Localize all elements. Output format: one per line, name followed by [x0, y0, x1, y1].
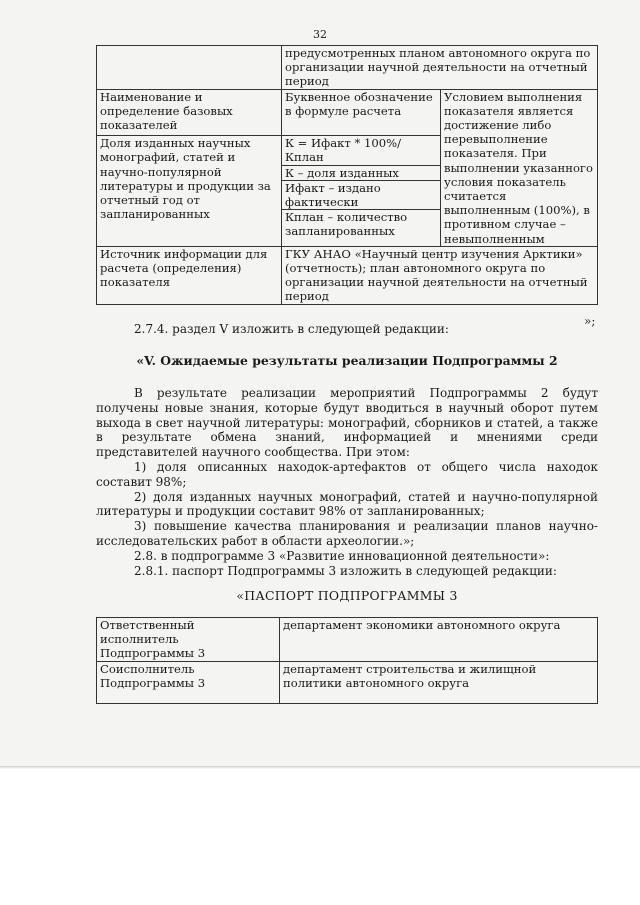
passport-title: «ПАСПОРТ ПОДПРОГРАММЫ 3: [236, 588, 458, 603]
formula-k: К – доля изданных: [282, 166, 440, 181]
results-text: [96, 386, 598, 578]
passport-table: [96, 617, 598, 704]
formula-kplan: Кплан – количество запланированных: [285, 210, 408, 239]
indicator-table: [96, 45, 598, 305]
section-heading-block: [96, 354, 598, 369]
intro-paragraph: В результате реализации мероприятий Подпрограммы 2 будут получены новые знания, которые будут вводиться в научный оборот путем выхода в свет научной литературы: монографий, сборников и статей, а также в результате обмена знаний, информацией и мнениями среди представителей научного сообщества. При этом:: [96, 386, 598, 460]
table-cell-empty: [97, 46, 282, 90]
text-block: [96, 322, 598, 337]
table-header-row: [97, 89, 598, 136]
table-cell-top: предусмотренных планом автономного округа по организации научной деятельности на отчетный период: [282, 46, 598, 90]
header-name: Наименование и определение базовых показателей: [97, 89, 282, 136]
table-row: [97, 661, 598, 703]
page-edge: [0, 766, 640, 769]
indicator-name: Доля изданных научных монографий, статей и научно-популярной литературы и продукции за отчетный год от запланированных: [97, 136, 282, 247]
header-symbol: Буквенное обозначение в формуле расчета: [282, 89, 441, 136]
closing-quote: »;: [584, 314, 596, 328]
row-value: департамент строительства и жилищной политики автономного округа: [280, 661, 598, 703]
passport-heading-block: [96, 589, 598, 604]
paragraph-2-8: 2.8. в подпрограмме 3 «Развитие инновационной деятельности»:: [134, 548, 550, 563]
paragraph-2-8-1: 2.8.1. паспорт Подпрограммы 3 изложить в следующей редакции:: [134, 563, 557, 578]
section-title: «V. Ожидаемые результаты реализации Подпрограммы 2: [136, 353, 558, 368]
source-value: ГКУ АНАО «Научный центр изучения Арктики» (отчетность); план автономного округа по организации научной деятельности на отчетный период: [282, 246, 598, 304]
table-row: [97, 246, 598, 304]
paragraph-2-7-4: 2.7.4. раздел V изложить в следующей редакции:: [134, 322, 449, 336]
result-item-1: 1) доля описанных находок-артефактов от общего числа находок составит 98%;: [96, 459, 598, 489]
source-label: Источник информации для расчета (определения) показателя: [97, 246, 282, 304]
table-row: [97, 46, 598, 90]
row-label: Соисполнитель Подпрограммы 3: [97, 661, 280, 703]
header-condition: Условием выполнения показателя является достижение либо перевыполнение показателя. При выполнении указанного условия показатель считается выполненным (100%), в противном случае – невыполненным: [441, 89, 598, 246]
row-label: Ответственный исполнитель Подпрограммы 3: [97, 618, 280, 662]
result-item-2: 2) доля изданных научных монографий, статей и научно-популярной литературы и продукции составит 98% от запланированных;: [96, 489, 598, 519]
table-row: [97, 618, 598, 662]
result-item-3: 3) повышение качества планирования и реализации планов научно-исследовательских работ в области археологии.»;: [96, 519, 598, 548]
formula-main: К = Ифакт * 100%/Кплан: [282, 136, 440, 165]
formula-ifact: Ифакт – издано фактически: [282, 181, 440, 210]
row-value: департамент экономики автономного округа: [280, 618, 598, 662]
formula-cell: [282, 136, 441, 247]
page-number: 32: [313, 28, 327, 41]
